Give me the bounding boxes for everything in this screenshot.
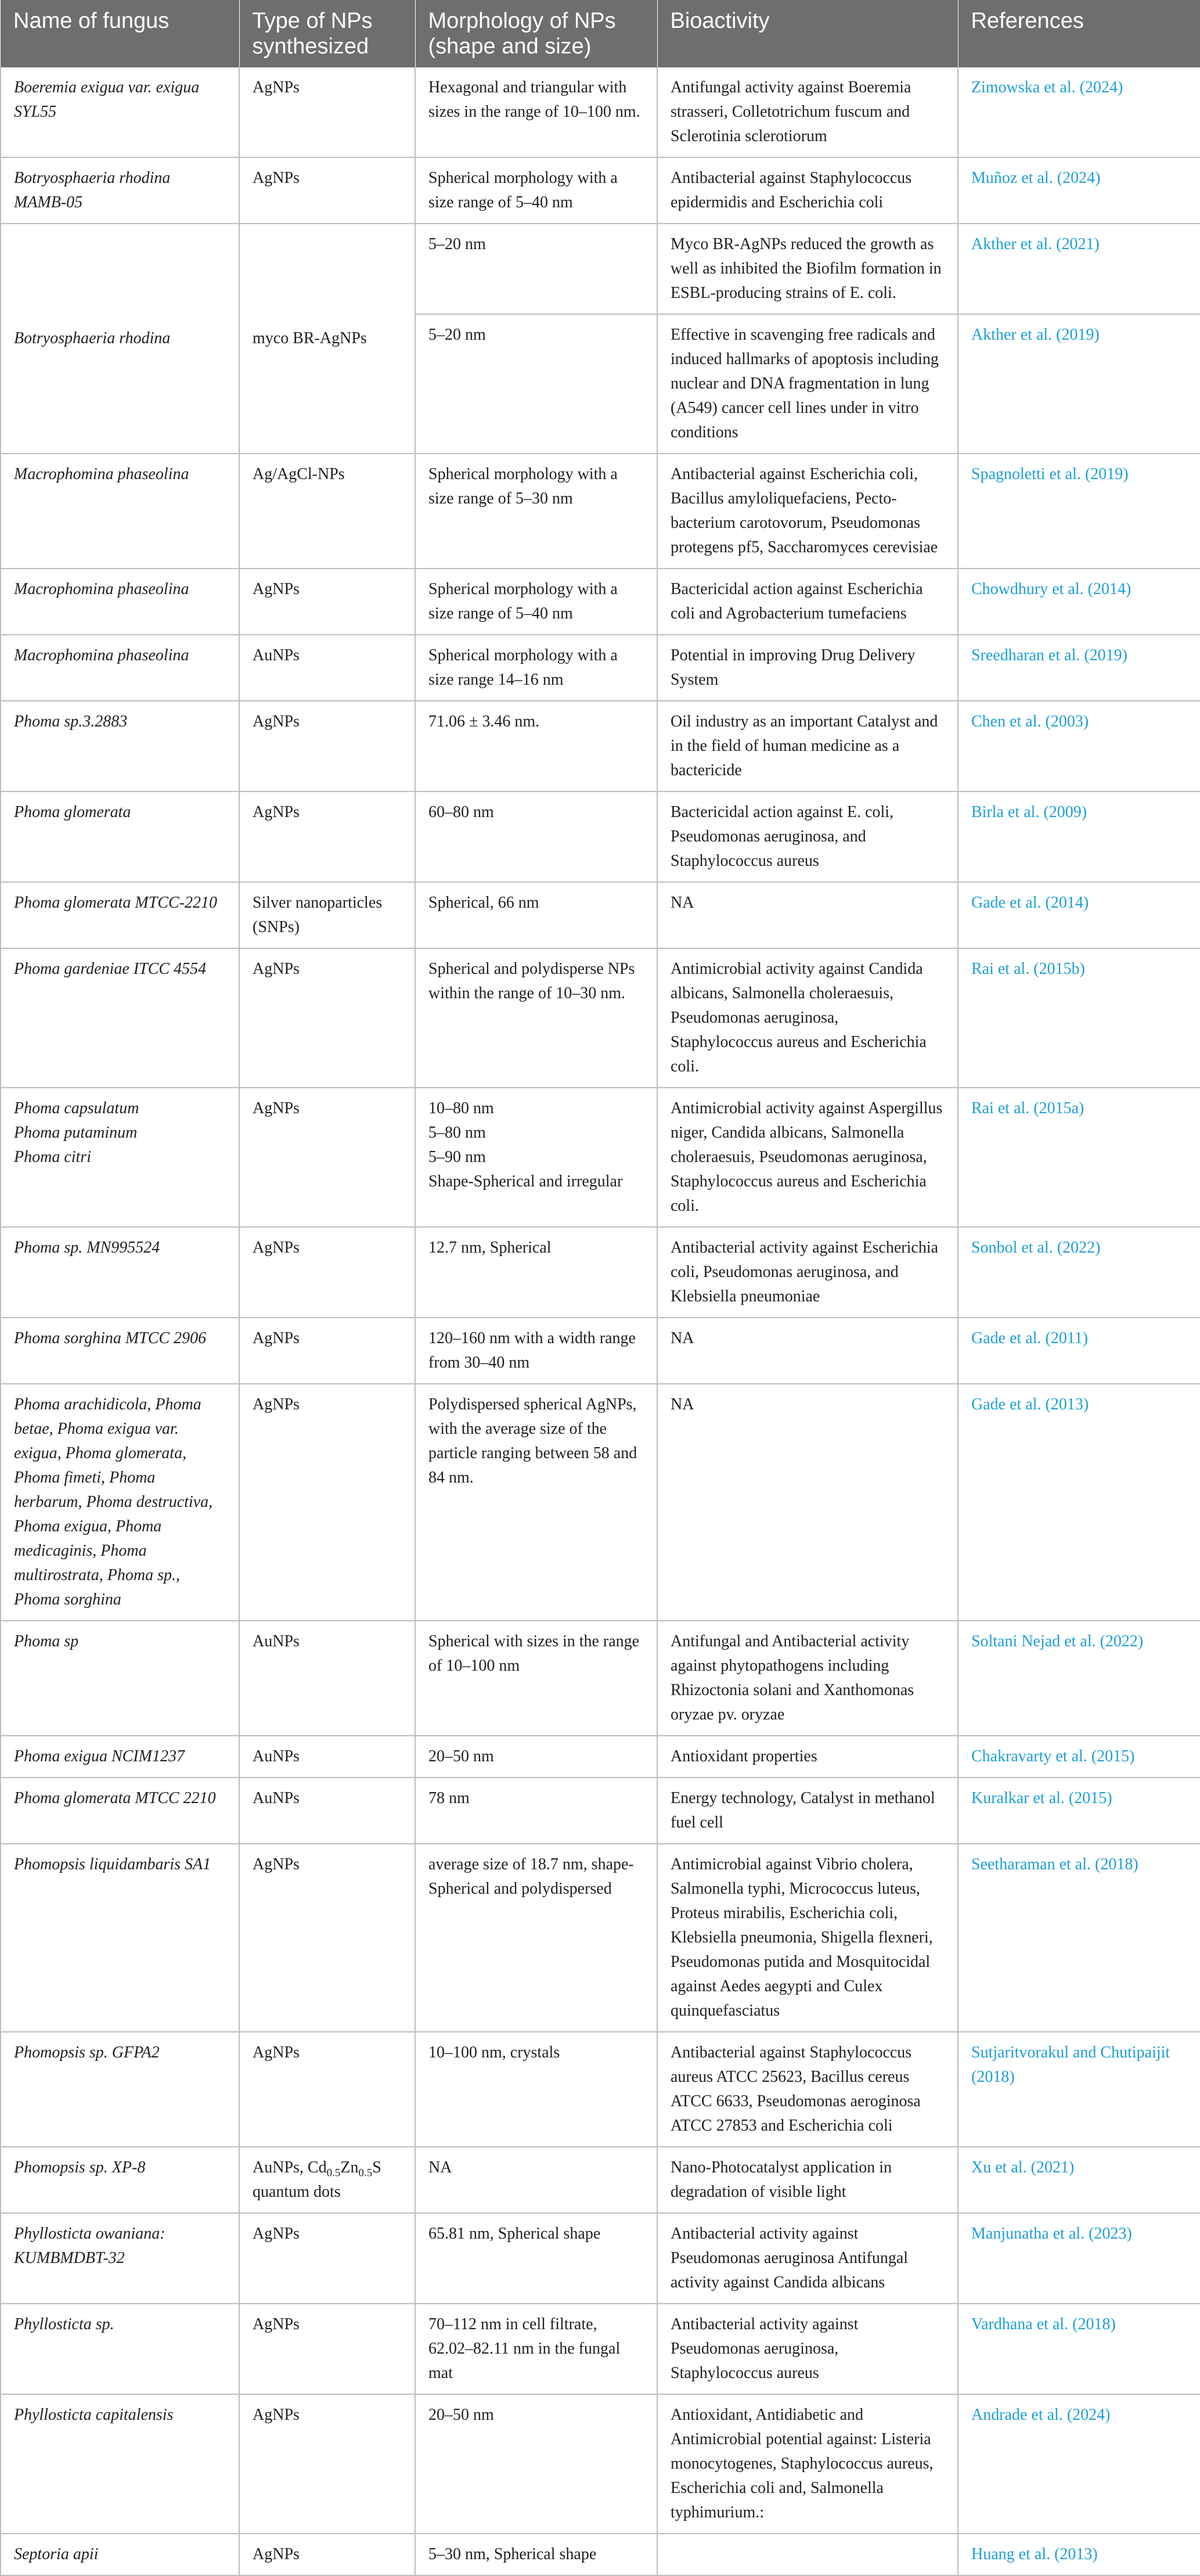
reference-link[interactable]: Kuralkar et al. (2015)	[958, 1778, 1200, 1844]
fungus-cell	[1, 67, 239, 157]
bioactivity-cell: Antibacterial activity against Pseudomonas aeruginosa, Staphylococcus aureus	[657, 2304, 958, 2394]
bioactivity-cell: NA	[657, 1384, 958, 1621]
fungus-cell	[1, 1227, 239, 1318]
type-cell: AgNPs	[239, 1318, 415, 1384]
bioactivity-cell: Antibacterial activity against Escherichia coli, Pseudomonas aeruginosa, and Klebsiella pneumoniae	[657, 1227, 958, 1318]
morphology-cell: 20–50 nm	[415, 2394, 657, 2534]
header-row	[1, 0, 1200, 67]
table-row	[1, 1227, 1200, 1318]
morphology-cell: 60–80 nm	[415, 791, 657, 882]
type-cell: AgNPs	[239, 157, 415, 224]
table-row	[1, 635, 1200, 701]
table-row	[1, 1736, 1200, 1778]
table-row	[1, 2304, 1200, 2394]
morphology-line: Shape-Spherical and irregular	[428, 1172, 623, 1190]
morphology-cell: Spherical morphology with a size range of 5–40 nm	[415, 157, 657, 224]
bioactivity-cell: Bactericidal action against Escherichia coli and Agrobacterium tumefaciens	[657, 569, 958, 635]
reference-link[interactable]: Sonbol et al. (2022)	[958, 1227, 1200, 1318]
fungus-name: Phomopsis sp. XP-8	[14, 2158, 146, 2176]
bioactivity-cell: Antimicrobial activity against Candida albicans, Salmonella choleraesuis, Pseudomonas aeruginosa, Staphylococcus aureus and Escherichia coli.	[657, 948, 958, 1088]
morphology-cell	[415, 1088, 657, 1227]
reference-link[interactable]: Sutjaritvorakul and Chutipaijit (2018)	[958, 2032, 1200, 2147]
fungus-cell	[1, 1736, 239, 1778]
fungus-cell	[1, 2213, 239, 2304]
morphology-cell: 65.81 nm, Spherical shape	[415, 2213, 657, 2304]
bioactivity-cell: Oil industry as an important Catalyst and in the field of human medicine as a bactericide	[657, 701, 958, 791]
reference-link[interactable]: Manjunatha et al. (2023)	[958, 2213, 1200, 2304]
bioactivity-cell: Energy technology, Catalyst in methanol fuel cell	[657, 1778, 958, 1844]
bioactivity-cell: NA	[657, 1318, 958, 1384]
fungus-cell	[1, 2032, 239, 2147]
morphology-cell: Spherical morphology with a size range of 5–30 nm	[415, 454, 657, 569]
fungus-cell	[1, 2394, 239, 2534]
reference-link[interactable]: Rai et al. (2015b)	[958, 948, 1200, 1088]
table-row	[1, 224, 1200, 314]
reference-link[interactable]: Akther et al. (2021)	[958, 224, 1200, 314]
bioactivity-cell: Potential in improving Drug Delivery System	[657, 635, 958, 701]
subscript: 0.5	[358, 2167, 373, 2179]
table-row	[1, 882, 1200, 948]
table-row	[1, 157, 1200, 224]
type-text: Zn	[340, 2158, 359, 2176]
type-text: S quantum dots	[253, 2158, 381, 2201]
fungus-cell	[1, 454, 239, 569]
type-cell: AuNPs	[239, 635, 415, 701]
reference-link[interactable]: Chakravarty et al. (2015)	[958, 1736, 1200, 1778]
type-cell: myco BR-AgNPs	[239, 224, 415, 454]
fungus-cell	[1, 1318, 239, 1384]
reference-link[interactable]: Huang et al. (2013)	[958, 2534, 1200, 2575]
morphology-cell: 71.06 ± 3.46 nm.	[415, 701, 657, 791]
type-cell: AuNPs	[239, 1736, 415, 1778]
table-row	[1, 1384, 1200, 1621]
morphology-cell: Spherical morphology with a size range of 5–40 nm	[415, 569, 657, 635]
fungus-name: Phoma sp	[14, 1632, 79, 1650]
fungus-name: Phomopsis sp. GFPA2	[14, 2043, 160, 2061]
fungus-cell	[1, 2534, 239, 2575]
morphology-cell: average size of 18.7 nm, shape-Spherical and polydispersed	[415, 1844, 657, 2032]
fungus-name: Phoma gardeniae ITCC 4554	[14, 960, 207, 978]
fungus-cell	[1, 1384, 239, 1621]
morphology-cell: 10–100 nm, crystals	[415, 2032, 657, 2147]
morphology-cell: 5–20 nm	[415, 314, 657, 454]
table-row	[1, 67, 1200, 157]
reference-link[interactable]: Soltani Nejad et al. (2022)	[958, 1621, 1200, 1736]
fungus-name: Phoma glomerata	[14, 803, 131, 821]
subscript: 0.5	[326, 2167, 341, 2179]
table-row	[1, 701, 1200, 791]
fungus-cell	[1, 1844, 239, 2032]
table-row	[1, 1778, 1200, 1844]
morphology-line: 10–80 nm	[428, 1099, 494, 1117]
fungus-name: Phoma sp. MN995524	[14, 1239, 160, 1257]
fungus-cell	[1, 635, 239, 701]
table-row	[1, 1844, 1200, 2032]
fungus-cell	[1, 791, 239, 882]
table-row	[1, 1088, 1200, 1227]
fungus-name: Botryosphaeria rhodina	[14, 329, 171, 347]
morphology-cell: 5–30 nm, Spherical shape	[415, 2534, 657, 2575]
header-type: Type of NPs synthesized	[239, 0, 415, 67]
bioactivity-cell: Antibacterial against Escherichia coli, Bacillus amyloliquefaciens, Pecto-bacterium carotovorum, Pseudomonas protegens pf5, Saccharomyces cerevisiae	[657, 454, 958, 569]
morphology-cell: NA	[415, 2147, 657, 2213]
bioactivity-cell: Antimicrobial against Vibrio cholera, Salmonella typhi, Micrococcus luteus, Proteus mirabilis, Escherichia coli, Klebsiella pneumonia, Shigella flexneri, Pseudomonas putida and Mosquitocidal against Aedes aegypti and Culex quinquefasciatus	[657, 1844, 958, 2032]
table-row	[1, 2032, 1200, 2147]
fungus-name: Phoma glomerata MTCC 2210	[14, 1789, 216, 1807]
type-cell: AgNPs	[239, 2394, 415, 2534]
fungus-cell	[1, 1778, 239, 1844]
type-cell: AgNPs	[239, 701, 415, 791]
type-cell: AgNPs	[239, 2032, 415, 2147]
fungus-cell	[1, 1621, 239, 1736]
morphology-cell: Polydispersed spherical AgNPs, with the average size of the particle ranging between 58 and 84 nm.	[415, 1384, 657, 1621]
morphology-cell: 5–20 nm	[415, 224, 657, 314]
fungus-name: Boeremia exigua var. exigua SYL55	[14, 78, 200, 121]
fungus-name: Phoma glomerata MTCC-2210	[14, 894, 217, 912]
fungus-cell	[1, 1088, 239, 1227]
type-cell: AgNPs	[239, 569, 415, 635]
reference-link[interactable]: Rai et al. (2015a)	[958, 1088, 1200, 1227]
bioactivity-cell: Antioxidant properties	[657, 1736, 958, 1778]
bioactivity-cell: Antioxidant, Antidiabetic and Antimicrobial potential against: Listeria monocytogenes, Staphylococcus aureus, Escherichia coli and, Salmonella typhimurium.:	[657, 2394, 958, 2534]
table-row	[1, 948, 1200, 1088]
type-cell: AgNPs	[239, 2304, 415, 2394]
fungus-name: Phyllosticta sp.	[14, 2315, 114, 2333]
fungus-cell	[1, 2304, 239, 2394]
fungus-cell	[1, 948, 239, 1088]
reference-link[interactable]: Zimowska et al. (2024)	[958, 67, 1200, 157]
bioactivity-cell: Myco BR-AgNPs reduced the growth as well as inhibited the Biofilm formation in ESBL-producing strains of E. coli.	[657, 224, 958, 314]
bioactivity-cell: NA	[657, 882, 958, 948]
table-row	[1, 2147, 1200, 2213]
reference-link[interactable]: Gade et al. (2013)	[958, 1384, 1200, 1621]
fungus-cell	[1, 224, 239, 454]
table-row	[1, 1318, 1200, 1384]
fungus-cell	[1, 569, 239, 635]
morphology-line: 5–90 nm	[428, 1148, 486, 1166]
type-cell: AgNPs	[239, 2534, 415, 2575]
header-morphology: Morphology of NPs (shape and size)	[415, 0, 657, 67]
bioactivity-cell: Nano-Photocatalyst application in degradation of visible light	[657, 2147, 958, 2213]
reference-link[interactable]: Muñoz et al. (2024)	[958, 157, 1200, 224]
morphology-cell: Spherical, 66 nm	[415, 882, 657, 948]
bioactivity-cell: Antibacterial activity against Pseudomonas aeruginosa Antifungal activity against Candida albicans	[657, 2213, 958, 2304]
fungus-name: Phyllosticta owaniana: KUMBMDBT-32	[14, 2225, 165, 2267]
type-text: AuNPs, Cd	[253, 2158, 327, 2176]
fungus-name: Phomopsis liquidambaris SA1	[14, 1855, 211, 1873]
reference-link[interactable]: Spagnoletti et al. (2019)	[958, 454, 1200, 569]
fungus-name: Macrophomina phaseolina	[14, 646, 189, 664]
fungus-name: Phoma arachidicola, Phoma betae, Phoma exigua var. exigua, Phoma glomerata, Phoma fimeti, Phoma herbarum, Phoma destructiva, Phoma exigua, Phoma medicaginis, Phoma multirostrata, Phoma sp., Phoma sorghina	[14, 1395, 213, 1609]
fungus-cell	[1, 157, 239, 224]
reference-link[interactable]: Xu et al. (2021)	[958, 2147, 1200, 2213]
header-fungus: Name of fungus	[1, 0, 239, 67]
type-cell: AgNPs	[239, 1844, 415, 2032]
reference-link[interactable]: Birla et al. (2009)	[958, 791, 1200, 882]
fungus-name: Phyllosticta capitalensis	[14, 2406, 174, 2424]
type-cell: AgNPs	[239, 1088, 415, 1227]
reference-link[interactable]: Akther et al. (2019)	[958, 314, 1200, 454]
fungus-name: Macrophomina phaseolina	[14, 465, 189, 483]
fungus-cell	[1, 882, 239, 948]
bioactivity-cell: Antibacterial against Staphylococcus aureus ATCC 25623, Bacillus cereus ATCC 6633, Pseudomonas aeroginosa ATCC 27853 and Escherichia coli	[657, 2032, 958, 2147]
type-cell: AgNPs	[239, 2213, 415, 2304]
fungus-name: Phoma sp.3.2883	[14, 713, 128, 731]
fungus-name: Macrophomina phaseolina	[14, 580, 189, 598]
table-row	[1, 2534, 1200, 2575]
morphology-cell: 20–50 nm	[415, 1736, 657, 1778]
fungus-name: Septoria apii	[14, 2545, 99, 2563]
fungus-name: Phoma exigua NCIM1237	[14, 1747, 185, 1765]
morphology-cell: Hexagonal and triangular with sizes in the range of 10–100 nm.	[415, 67, 657, 157]
bioactivity-cell: Bactericidal action against E. coli, Pseudomonas aeruginosa, and Staphylococcus aureus	[657, 791, 958, 882]
table-row	[1, 1621, 1200, 1736]
bioactivity-cell: Antifungal activity against Boeremia strasseri, Colletotrichum fuscum and Sclerotinia sclerotiorum	[657, 67, 958, 157]
morphology-cell: 120–160 nm with a width range from 30–40 nm	[415, 1318, 657, 1384]
bioactivity-cell: Antimicrobial activity against Aspergillus niger, Candida albicans, Salmonella choleraesuis, Pseudomonas aeruginosa, Staphylococcus aureus and Escherichia coli.	[657, 1088, 958, 1227]
type-cell: AgNPs	[239, 67, 415, 157]
morphology-cell: 78 nm	[415, 1778, 657, 1844]
table-row	[1, 569, 1200, 635]
reference-link[interactable]: Chen et al. (2003)	[958, 701, 1200, 791]
type-cell: AuNPs	[239, 1778, 415, 1844]
reference-link[interactable]: Vardhana et al. (2018)	[958, 2304, 1200, 2394]
reference-link[interactable]: Gade et al. (2014)	[958, 882, 1200, 948]
morphology-cell: Spherical with sizes in the range of 10–100 nm	[415, 1621, 657, 1736]
bioactivity-cell: Effective in scavenging free radicals and induced hallmarks of apoptosis including nuclear and DNA fragmentation in lung (A549) cancer cell lines under in vitro conditions	[657, 314, 958, 454]
fungus-cell	[1, 2147, 239, 2213]
reference-link[interactable]: Seetharaman et al. (2018)	[958, 1844, 1200, 2032]
table-row	[1, 454, 1200, 569]
header-bioactivity: Bioactivity	[657, 0, 958, 67]
reference-link[interactable]: Chowdhury et al. (2014)	[958, 569, 1200, 635]
type-cell: Silver nanoparticles (SNPs)	[239, 882, 415, 948]
header-references: References	[958, 0, 1200, 67]
bioactivity-cell	[657, 2534, 958, 2575]
table-row	[1, 2213, 1200, 2304]
type-cell: Ag/AgCl-NPs	[239, 454, 415, 569]
type-cell: AgNPs	[239, 948, 415, 1088]
fungus-cell	[1, 701, 239, 791]
reference-link[interactable]: Gade et al. (2011)	[958, 1318, 1200, 1384]
type-cell: AgNPs	[239, 1227, 415, 1318]
reference-link[interactable]: Sreedharan et al. (2019)	[958, 635, 1200, 701]
fungus-name: Phoma capsulatum	[14, 1099, 139, 1117]
morphology-cell: Spherical and polydisperse NPs within the range of 10–30 nm.	[415, 948, 657, 1088]
bioactivity-cell: Antifungal and Antibacterial activity against phytopathogens including Rhizoctonia solani and Xanthomonas oryzae pv. oryzae	[657, 1621, 958, 1736]
fungus-name: Botryosphaeria rhodina MAMB-05	[14, 169, 171, 211]
morphology-line: 5–80 nm	[428, 1124, 486, 1142]
morphology-cell: 12.7 nm, Spherical	[415, 1227, 657, 1318]
morphology-cell: 70–112 nm in cell filtrate, 62.02–82.11 nm in the fungal mat	[415, 2304, 657, 2394]
type-cell: AgNPs	[239, 791, 415, 882]
type-cell: AuNPs	[239, 1621, 415, 1736]
fungus-name: Phoma putaminum	[14, 1124, 138, 1142]
fungus-name: Phoma citri	[14, 1148, 91, 1166]
table-row	[1, 2394, 1200, 2534]
reference-link[interactable]: Andrade et al. (2024)	[958, 2394, 1200, 2534]
type-cell: AgNPs	[239, 1384, 415, 1621]
morphology-cell: Spherical morphology with a size range 14–16 nm	[415, 635, 657, 701]
fungus-name: Phoma sorghina MTCC 2906	[14, 1329, 207, 1347]
type-cell	[239, 2147, 415, 2213]
bioactivity-cell: Antibacterial against Staphylococcus epidermidis and Escherichia coli	[657, 157, 958, 224]
table-row	[1, 791, 1200, 882]
